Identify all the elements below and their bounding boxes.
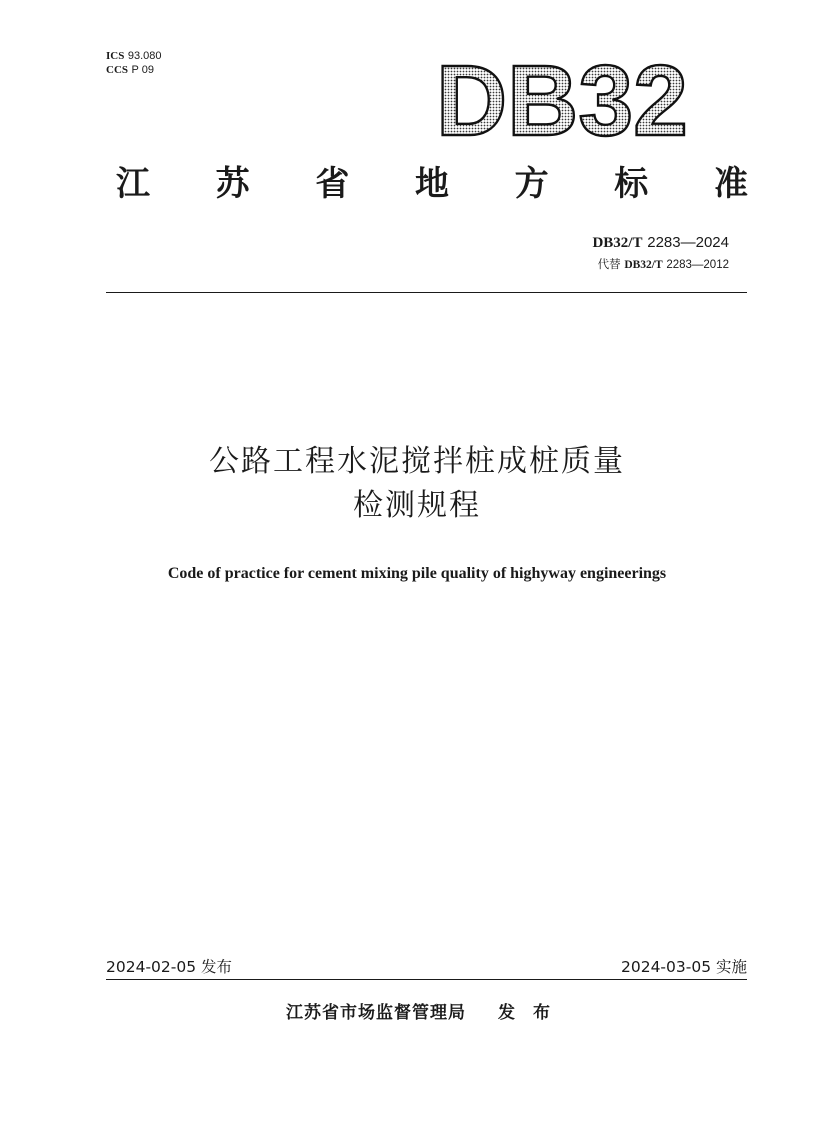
banner-char: 地 [414, 164, 449, 204]
standard-number [592, 232, 729, 253]
banner-char: 苏 [215, 164, 250, 204]
ccs-label: CCS [106, 64, 129, 76]
footer-divider [106, 979, 747, 980]
chinese-title-line-2: 检测规程 [353, 488, 481, 523]
classification-codes [106, 49, 162, 77]
replaces-code: 2283—2012 [666, 259, 729, 271]
banner-char: 标 [614, 164, 649, 204]
issuing-authority [286, 1001, 568, 1025]
chinese-title [0, 440, 815, 528]
english-title: Code of practice for cement mixing pile quality of highyway engineerings [167, 565, 667, 582]
banner-char: 江 [116, 164, 150, 204]
standard-code: 2283—2024 [647, 234, 729, 251]
banner-char: 方 [514, 164, 549, 204]
implementation-date: 2024-03-05 实施 [620, 958, 747, 976]
db32-logo [432, 46, 692, 146]
replaces-label: 代替 [597, 257, 621, 271]
standard-prefix: DB32/T [592, 235, 643, 251]
issue-date: 2024-02-05 发布 [106, 958, 233, 976]
banner-char: 准 [713, 164, 748, 204]
replaces-prefix: DB32/T [624, 259, 663, 271]
replaces-standard [598, 256, 729, 273]
chinese-title-line-1: 公路工程水泥搅拌桩成桩质量 [209, 444, 625, 479]
banner-char: 省 [315, 164, 350, 204]
local-standard-banner [116, 160, 748, 208]
ics-label: ICS [106, 50, 125, 62]
db32-logo-text: DB32 [436, 46, 688, 146]
ccs-code [106, 63, 162, 77]
ics-code [106, 49, 162, 63]
ics-value: 93.080 [127, 50, 162, 62]
db32-logo-graphic [432, 46, 692, 146]
header-divider [106, 292, 747, 293]
issuer-action: 发布 [498, 1003, 568, 1023]
ccs-value: P 09 [131, 64, 154, 76]
issuer-name: 江苏省市场监督管理局 [286, 1003, 466, 1023]
